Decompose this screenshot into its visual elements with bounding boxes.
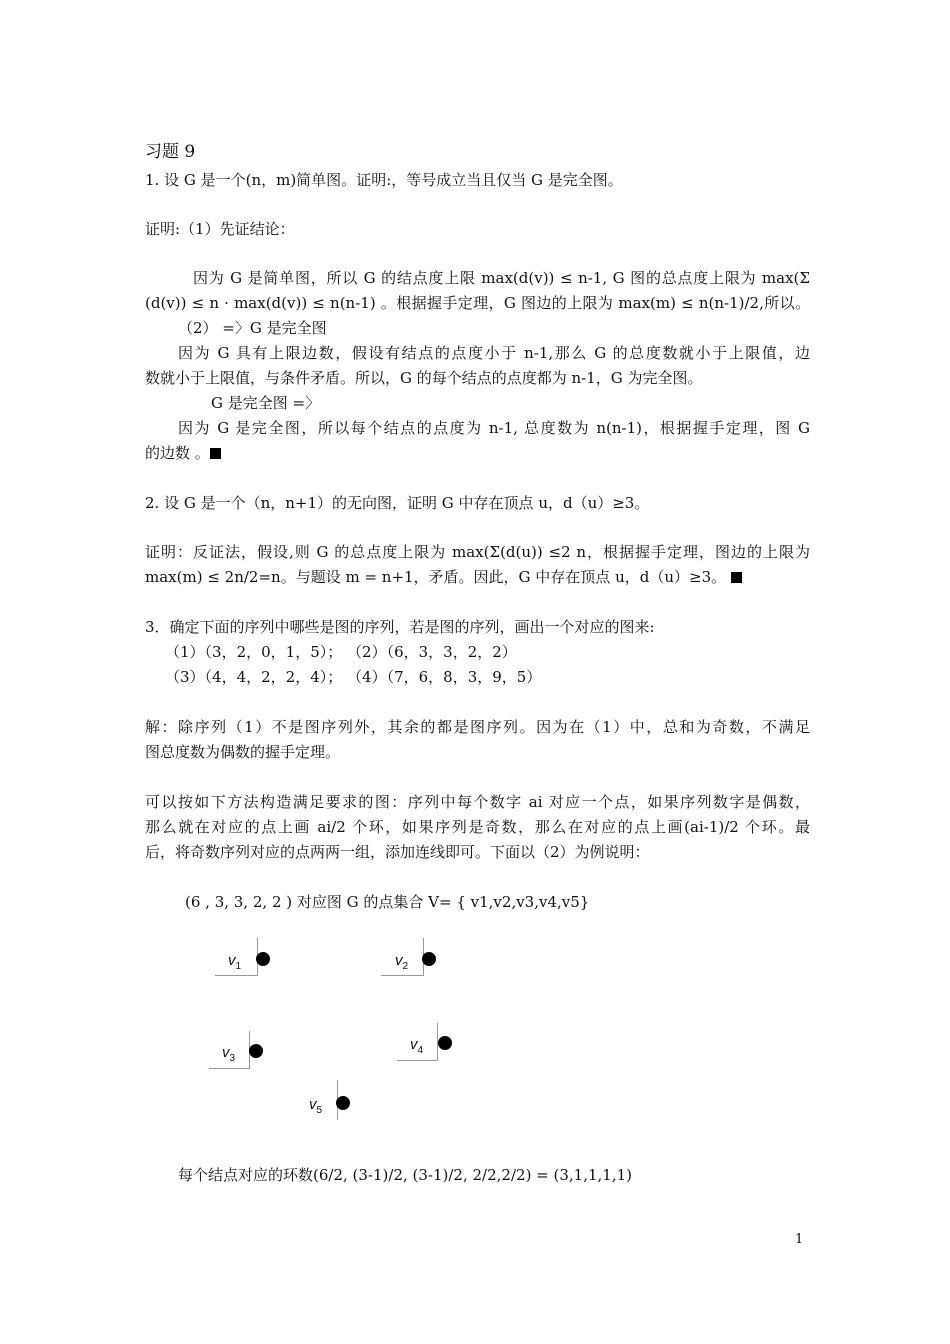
- loop-count-line: 每个结点对应的环数(6/2, (3-1)/2, (3-1)/2, 2/2,2/2) = (3,1,1,1,1): [178, 1166, 633, 1184]
- proof-2-line-2-text: max(m) ≤ 2n/2=n。与题设 m = n+1，矛盾。因此，G 中存在顶点 u，d（u）≥3。: [145, 568, 727, 586]
- proof-1-line-6: G 是完全图 =〉: [211, 394, 321, 412]
- vertex-3-dot: [249, 1044, 263, 1058]
- vertex-2-index: 2: [402, 961, 409, 972]
- vertex-5-index: 5: [316, 1105, 323, 1116]
- vertex-1-label: [228, 952, 241, 972]
- question-1: 1. 设 G 是一个(n，m)简单图。证明:，等号成立当且仅当 G 是完全图。: [145, 171, 623, 189]
- sequence-row-1: （1）（3，2，0，1，5）； （2）（6，3，3，2，2）: [165, 643, 517, 661]
- vertex-5-letter: v: [309, 1096, 317, 1113]
- vertex-5-dot: [336, 1096, 350, 1110]
- sequence-row-2: （3）（4，4，2，2，4）； （4）（7，6，8，3，9，5）: [165, 668, 542, 686]
- vertex-4-dot: [438, 1036, 452, 1050]
- proof-1-line-1: 因为 G 是简单图，所以 G 的结点度上限 max(d(v)) ≤ n-1, G 图的总点度上限为 max(Σ: [193, 269, 810, 287]
- qed-square-icon: [731, 572, 742, 583]
- construction-line-3: 后，将奇数序列对应的点两两一组，添加连线即可。下面以（2）为例说明：: [145, 843, 650, 861]
- proof-1-line-2: (d(v)) ≤ n · max(d(v)) ≤ n(n-1) 。根据握手定理，G 图边的上限为 max(m) ≤ n(n-1)/2,所以。: [145, 294, 810, 312]
- proof-1-heading: 证明:（1）先证结论：: [145, 220, 295, 238]
- vertex-3-index: 3: [229, 1053, 236, 1064]
- vertex-2-label: [395, 952, 408, 972]
- vertex-2-dot: [422, 952, 436, 966]
- proof-1-line-5: 数就小于上限值，与条件矛盾。所以，G 的每个结点的点度都为 n-1，G 为完全图。: [145, 369, 703, 387]
- proof-1-line-7: 因为 G 是完全图，所以每个结点的点度为 n-1, 总度数为 n(n-1)，根据握手定理，图 G: [178, 419, 810, 437]
- vertex-3-letter: v: [222, 1044, 230, 1061]
- example-sequence: (6 , 3, 3, 2, 2 ) 对应图 G 的点集合 V= { v1,v2,v3,v4,v5}: [185, 893, 590, 911]
- construction-line-1: 可以按如下方法构造满足要求的图：序列中每个数字 ai 对应一个点，如果序列数字是偶数，: [145, 793, 810, 811]
- question-3: 3．确定下面的序列中哪些是图的序列，若是图的序列，画出一个对应的图来:: [145, 618, 655, 636]
- vertex-5-label: [309, 1096, 322, 1116]
- vertex-4-index: 4: [417, 1045, 424, 1056]
- question-2: 2. 设 G 是一个（n，n+1）的无向图，证明 G 中存在顶点 u，d（u）≥3。: [145, 494, 650, 512]
- vertex-1-index: 1: [235, 961, 242, 972]
- construction-line-2: 那么就在对应的点上画 ai/2 个环，如果序列是奇数，那么在对应的点上画(ai-1)/2 个环。最: [145, 818, 810, 836]
- answer-3-line-1: 解：除序列（1）不是图序列外，其余的都是图序列。因为在（1）中，总和为奇数，不满足: [145, 718, 810, 736]
- proof-2-line-2: [145, 565, 810, 589]
- qed-square-icon: [210, 448, 221, 459]
- vertex-3-label: [222, 1044, 235, 1064]
- exercise-title: 习题 9: [145, 142, 196, 162]
- proof-1-line-3: （2） =〉G 是完全图: [178, 319, 327, 337]
- vertex-2-letter: v: [395, 952, 403, 969]
- vertex-4-label: [410, 1036, 423, 1056]
- proof-1-line-4: 因为 G 具有上限边数，假设有结点的点度小于 n-1,那么 G 的总度数就小于上限值，边: [178, 344, 810, 362]
- vertex-1-letter: v: [228, 952, 236, 969]
- proof-1-line-8-text: 的边数 。: [145, 444, 210, 462]
- proof-2-line-1: 证明：反证法，假设,则 G 的总点度上限为 max(Σ(d(u)) ≤2 n，根据握手定理，图边的上限为: [145, 543, 810, 561]
- page-number: 1: [795, 1232, 804, 1247]
- vertex-1-dot: [256, 952, 270, 966]
- proof-1-line-8: [145, 441, 810, 465]
- answer-3-line-2: 图总度数为偶数的握手定理。: [145, 743, 341, 761]
- vertex-4-letter: v: [410, 1036, 418, 1053]
